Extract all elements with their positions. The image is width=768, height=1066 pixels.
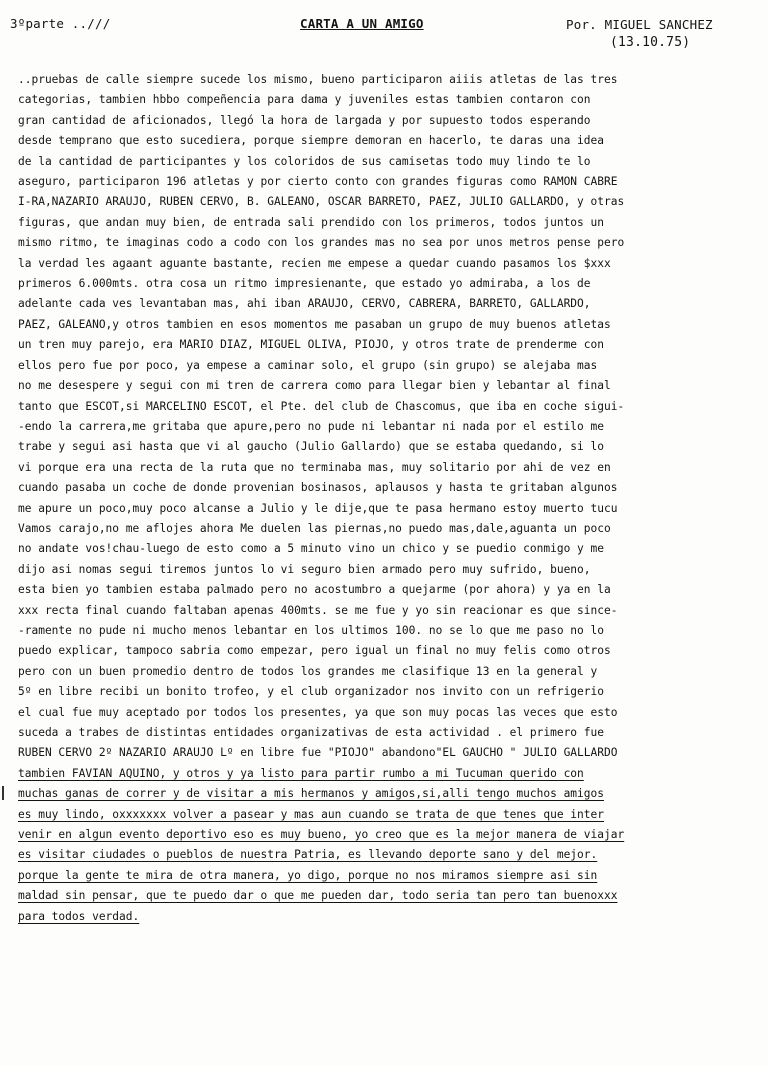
- author-block: [566, 16, 713, 52]
- body-line: ..pruebas de calle siempre sucede los mismo, bueno participaron aiiis atletas de las tres: [18, 73, 618, 86]
- body-line-underlined: muchas ganas de correr y de visitar a mis hermanos y amigos,si,alli tengo muchos amigos: [18, 787, 604, 801]
- body-line-underlined: para todos verdad.: [18, 909, 140, 923]
- body-line: suceda a trabes de distintas entidades organizativas de esta actividad . el primero fue: [18, 726, 604, 739]
- body-line: cuando pasaba un coche de donde provenian bosinasos, aplausos y hasta te gritaban algunos: [18, 481, 618, 495]
- body-line-underlined: maldad sin pensar, que te puedo dar o que me pueden dar, todo seria tan pero tan buenoxxx: [18, 889, 618, 903]
- body-line: gran cantidad de aficionados, llegó la hora de largada y por supuesto todos esperando: [18, 113, 591, 127]
- body-line-underlined: es muy lindo, oxxxxxxx volver a pasear y mas aun cuando se trata de que tenes que inter: [18, 807, 604, 821]
- body-line: aseguro, participaron 196 atletas y por cierto conto con grandes figuras como RAMON CABRE: [18, 175, 618, 189]
- body-line: categorias, tambien hbbo compeñencia para dama y juveniles estas tambien contaron con: [18, 93, 591, 107]
- body-line: pero con un buen promedio dentro de todos los grandes me clasifique 13 en la general y: [18, 664, 598, 678]
- body-line: I-RA,NAZARIO ARAUJO, RUBEN CERVO, B. GALEANO, OSCAR BARRETO, PAEZ, JULIO GALLARDO, y otras: [18, 195, 625, 209]
- body-line: no me desespere y segui con mi tren de carrera como para llegar bien y lebantar al final: [18, 379, 611, 393]
- letter-date: (13.10.75): [610, 35, 691, 50]
- body-line: primeros 6.000mts. otra cosa un ritmo impresienante, que estado yo admiraba, a los de: [18, 277, 591, 291]
- body-line: adelante cada ves levantaban mas, ahi iban ARAUJO, CERVO, CABRERA, BARRETO, GALLARDO,: [18, 297, 591, 311]
- body-line: la verdad les agaant aguante bastante, recien me empese a quedar cuando pasamos los $xxx: [18, 256, 611, 270]
- body-line: -endo la carrera,me gritaba que apure,pero no pude ni lebantar ni nada por el estilo me: [18, 419, 604, 433]
- body-line: desde temprano que esto sucediera, porque siempre demoran en hacerlo, te daras una idea: [18, 134, 604, 148]
- body-line: xxx recta final cuando faltaban apenas 400mts. se me fue y yo sin reacionar es que since-: [18, 603, 618, 617]
- body-line: de la cantidad de participantes y los coloridos de sus camisetas todo muy lindo te lo: [18, 154, 591, 168]
- body-line: PAEZ, GALEANO,y otros tambien en esos momentos me pasaban un grupo de muy buenos atletas: [18, 317, 611, 331]
- body-line: vi porque era una recta de la ruta que no terminaba mas, muy solitario por ahi de vez en: [18, 460, 611, 474]
- body-line: tanto que ESCOT,si MARCELINO ESCOT, el Pte. del club de Chascomus, que iba en coche sigui-: [18, 399, 625, 413]
- body-line: dijo asi nomas segui tiremos juntos lo vi seguro bien armado pero muy sufrido, bueno,: [18, 562, 591, 576]
- body-line: me apure un poco,muy poco alcanse a Julio y le dije,que te pasa hermano estoy muerto tucu: [18, 501, 618, 515]
- part-label: 3ºparte ..///: [10, 16, 111, 31]
- body-line: puedo explicar, tampoco sabria como empezar, pero igual un final no muy felis como otros: [18, 644, 611, 658]
- body-line: trabe y segui asi hasta que vi al gaucho (Julio Gallardo) que se estaba quedando, si lo: [18, 440, 604, 454]
- body-line: un tren muy parejo, era MARIO DIAZ, MIGUEL OLIVA, PIOJO, y otros trate de prenderme con: [18, 338, 604, 352]
- body-line: figuras, que andan muy bien, de entrada sali prendido con los primeros, todos juntos un: [18, 215, 604, 229]
- body-line-underlined: venir en algun evento deportivo eso es muy bueno, yo creo que es la mejor manera de viajar: [18, 828, 625, 842]
- body-line: no andate vos!chau-luego de esto como a 5 minuto vino un chico y se puedio conmigo y me: [18, 542, 604, 556]
- body-line: mismo ritmo, te imaginas codo a codo con los grandes mas no sea por unos metros pense pero: [18, 236, 625, 250]
- body-line: esta bien yo tambien estaba palmado pero no acostumbro a quejarme (por ahora) y ya en la: [18, 583, 611, 597]
- body-line-underlined: tambien FAVIAN AQUINO, y otros y ya listo para partir rumbo a mi Tucuman querido con: [18, 766, 584, 780]
- body-line: el cual fue muy aceptado por todos los presentes, ya que son muy pocas las veces que esto: [18, 705, 618, 719]
- author-line: Por. MIGUEL SANCHEZ: [566, 17, 713, 32]
- body-line: -ramente no pude ni mucho menos lebantar en los ultimos 100. no se lo que me paso no lo: [18, 623, 604, 637]
- letter-title: CARTA A UN AMIGO: [300, 16, 424, 31]
- body-line-underlined: es visitar ciudades o pueblos de nuestra Patria, es llevando deporte sano y del mejor.: [18, 848, 598, 862]
- body-line: Vamos carajo,no me aflojes ahora Me duelen las piernas,no puedo mas,dale,aguanta un poco: [18, 521, 611, 535]
- body-line: ellos pero fue por poco, ya empese a caminar solo, el grupo (sin grupo) se alejaba mas: [18, 358, 598, 372]
- letter-body: [18, 70, 758, 927]
- body-line: 5º en libre recibi un bonito trofeo, y el club organizador nos invito con un refrigerio: [18, 685, 604, 699]
- body-line: RUBEN CERVO 2º NAZARIO ARAUJO Lº en libre fue "PIOJO" abandono"EL GAUCHO " JULIO GALLARDO: [18, 746, 618, 760]
- margin-mark: [2, 786, 4, 800]
- body-line-underlined: porque la gente te mira de otra manera, yo digo, porque no nos miramos siempre asi sin: [18, 868, 598, 882]
